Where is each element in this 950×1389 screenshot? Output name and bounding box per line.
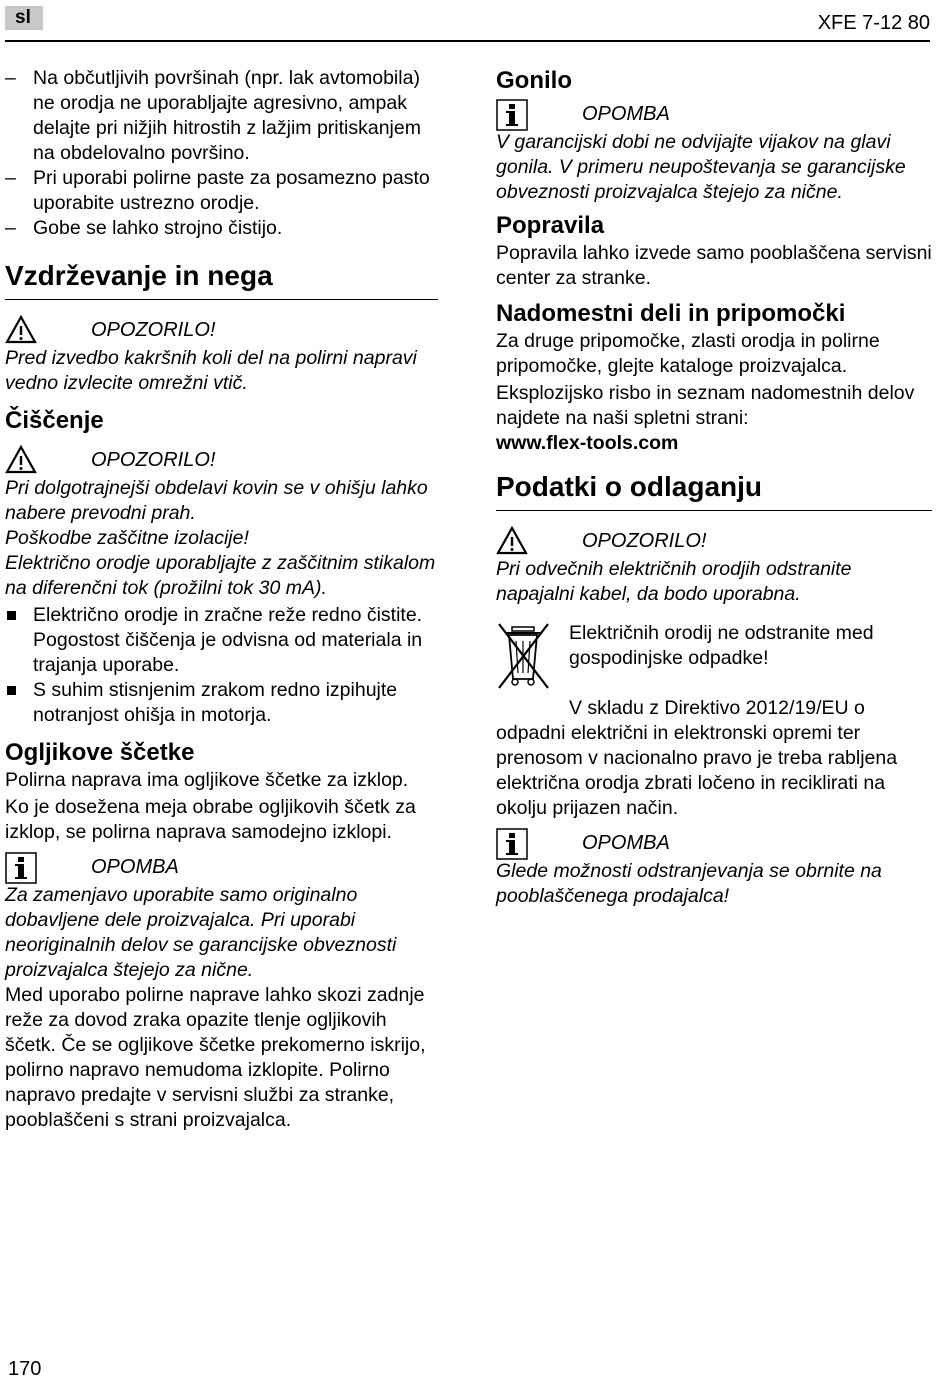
warning-header — [5, 444, 438, 476]
cleaning-heading: Čiščenje — [5, 407, 104, 434]
list-item: – Gobe se lahko strojno čistijo. — [5, 216, 438, 241]
language-tab: sl — [5, 6, 43, 30]
paragraph: Za druge pripomočke, zlasti orodja in polirne pripomočke, glejte kataloge proizvajalca. — [496, 330, 880, 377]
page-number: 170 — [8, 1358, 42, 1380]
disposal-heading: Podatki o odlaganju — [496, 470, 932, 511]
paragraph: Električnih orodij ne odstranite med gospodinjske odpadke! — [569, 622, 874, 669]
weee-text-block — [569, 621, 932, 696]
crossed-bin-icon — [496, 621, 551, 696]
warning-triangle-icon — [5, 315, 37, 345]
warning-label: OPOZORILO! — [91, 318, 216, 341]
paragraph: Eksplozijsko risbo in seznam nadomestnih delov najdete na naši spletni strani: — [496, 382, 915, 429]
parts-heading: Nadomestni deli in pripomočki — [496, 300, 846, 327]
paragraph: Ko je dosežena meja obrabe ogljikovih ščetk za izklop, se polirna naprava samodejno izklopi. — [5, 796, 416, 843]
paragraph: Med uporabo polirne naprave lahko skozi zadnje reže za dovod zraka opazite tlenje ogljikovih ščetk. Če se ogljikove ščetke prekomerno iskrijo, polirno napravo nemudoma izklopite. Polirno napravo predajte v servisni službi za stranke, pooblaščeni s strani proizvajalca. — [5, 984, 426, 1131]
brushes-heading: Ogljikove ščetke — [5, 739, 195, 766]
gear-heading: Gonilo — [496, 67, 572, 94]
note-text: V garancijski dobi ne odvijajte vijakov na glavi gonila. V primeru neupoštevanja se garancijske obveznosti proizvajalca štejejo za nične. — [496, 131, 906, 203]
warning-triangle-icon — [496, 526, 528, 556]
note-header — [496, 98, 932, 130]
warning-header — [496, 525, 932, 557]
repair-heading: Popravila — [496, 212, 605, 239]
warning-text: Pred izvedbo kakršnih koli del na polirni napravi vedno izvlecite omrežni vtič. — [5, 347, 417, 394]
website-link[interactable]: www.flex-tools.com — [496, 432, 679, 454]
paragraph: Popravila lahko izvede samo pooblaščena servisni center za stranke. — [496, 242, 932, 289]
warning-header — [5, 314, 438, 346]
paragraph: V skladu z Direktivo 2012/19/EU o odpadni električni in elektronski opremi ter prenosom v nacionalno pravo je treba rabljena električna orodja zbrati ločeno in reciklirati na okolju prijazen način. — [496, 697, 898, 819]
warning-text: Pri dolgotrajnejši obdelavi kovin se v ohišju lahko nabere prevodni prah. — [5, 477, 428, 524]
weee-block — [496, 621, 932, 696]
list-item: – Pri uporabi polirne paste za posamezno pasto uporabite ustrezno orodje. — [5, 166, 438, 216]
note-label: OPOMBA — [582, 831, 670, 854]
right-column — [496, 66, 932, 909]
warning-text: Električno orodje uporabljajte z zaščitnim stikalom na diferenčni tok (prožilni tok 30 mA). — [5, 552, 436, 599]
list-item: S suhim stisnjenim zrakom redno izpihujte notranjost ohišja in motorja. — [5, 678, 438, 728]
note-label: OPOMBA — [582, 102, 670, 125]
paragraph: Polirna naprava ima ogljikove ščetke za izklop. — [5, 769, 409, 791]
info-icon — [496, 828, 528, 858]
warning-text: Pri odvečnih električnih orodjih odstranite napajalni kabel, da bodo uporabna. — [496, 558, 852, 605]
note-label: OPOMBA — [91, 855, 179, 878]
header-rule — [5, 40, 930, 42]
list-item: Električno orodje in zračne reže redno čistite. Pogostost čiščenja je odvisna od materiala in trajanja uporabe. — [5, 603, 438, 678]
list-item: – Na občutljivih površinah (npr. lak avtomobila) ne orodja ne uporabljajte agresivno, ampak delajte pri nižjih hitrostih z lažjim pritiskanjem na obdelovalno površino. — [5, 66, 438, 166]
warning-label: OPOZORILO! — [582, 529, 707, 552]
info-icon — [5, 852, 37, 882]
info-icon — [496, 99, 528, 129]
intro-list — [5, 66, 438, 241]
model-code: XFE 7-12 80 — [817, 12, 930, 34]
note-text: Za zamenjavo uporabite samo originalno dobavljene dele proizvajalca. Pri uporabi neoriginalnih delov se garancijske obveznosti proizvajalca štejejo za nične. — [5, 884, 397, 981]
warning-triangle-icon — [5, 445, 37, 475]
note-text: Glede možnosti odstranjevanja se obrnite na pooblaščenega prodajalca! — [496, 860, 882, 907]
note-header — [496, 827, 932, 859]
warning-label: OPOZORILO! — [91, 448, 216, 471]
warning-text: Poškodbe zaščitne izolacije! — [5, 527, 249, 549]
maintenance-heading: Vzdrževanje in nega — [5, 259, 438, 300]
left-column — [5, 66, 438, 1133]
note-header — [5, 851, 438, 883]
